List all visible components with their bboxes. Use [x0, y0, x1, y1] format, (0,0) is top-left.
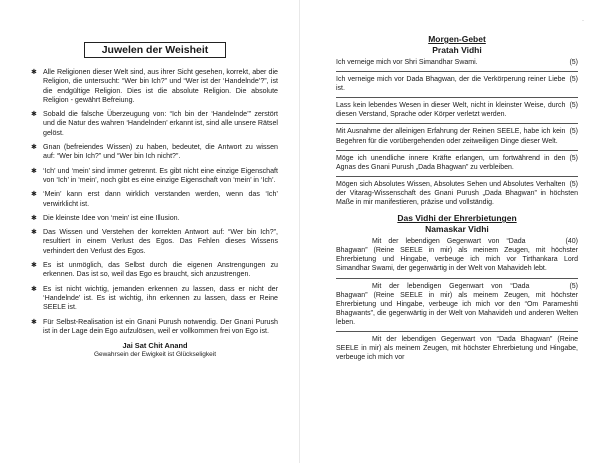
list-item: ✱ ‘Mein’ kann erst dann wirklich verstanden werden, wenn das ‘Ich’ verwirklicht ist. — [31, 190, 278, 208]
prayer-item: (5) Möge ich unendliche innere Kräfte erlangen, um fortwährend in den Agnas des Gnani Purush „Dada Bhagwan” zu verbleiben. — [336, 154, 578, 171]
list-item: ✱ ‘Ich’ und ‘mein’ sind immer getrennt. Es gibt nicht eine einzige Eigenschaft von ‘Ich’ in ‘mein’, noch gibt es eine einzige Eigenschaft von ‘mein’ in ‘Ich’. — [31, 166, 278, 184]
namaskar-item: (5) Mit der lebendigen Gegenwart von “Dada Bhagwan” (Reine SEELE in mir) als meinem Zeugen, mit höchster Ehrerbietung und Hingabe, verbeuge ich mich vor den “Om Parameshti Bhagwants”, die gegenwärtig in der Welt von Mahavideh und anderen Welten leben. — [336, 282, 578, 326]
star-bullet-icon: ✱ — [31, 318, 37, 326]
signature: Jai Sat Chit Anand — [122, 341, 188, 351]
list-item: ✱ Das Wissen und Verstehen der korrekten Antwort auf: “Wer bin Ich?”, resultiert in einem Verlust des Egos. Das Fehlen dieses Wissens verhindert den Verlust des Egos. — [31, 228, 278, 255]
star-bullet-icon: ✱ — [31, 214, 37, 222]
prayer-item: (5) Mögen sich Absolutes Wissen, Absolutes Sehen und Absolutes Verhalten der Vitarag-Wissenschaft des Gnani Purush „Dada Bhagwan” in höchsten Maße in mir manifestieren, präzise und vollständig. — [336, 180, 578, 207]
list-item: ✱ Es ist unmöglich, das Selbst durch die eigenen Anstrengungen zu erkennen. Das ist so, weil das Ego es braucht, sich anzustrengen. — [31, 261, 278, 279]
right-page — [300, 0, 600, 463]
prayer-item: (5) Mit Ausnahme der alleinigen Erfahrung der Reinen SEELE, habe ich kein Begehren für die vorübergehenden oder zeitweiligen Dinge dieser Welt. — [336, 128, 578, 145]
star-bullet-icon: ✱ — [31, 191, 37, 199]
bullet-list — [32, 68, 278, 336]
star-bullet-icon: ✱ — [31, 111, 37, 119]
page-title: Juwelen der Weisheit — [84, 42, 226, 58]
star-bullet-icon: ✱ — [31, 167, 37, 175]
namaskar-item: (40) Mit der lebendigen Gegenwart von “Dada Bhagwan” (Reine SEELE in mir) als meinem Zeugen, mit höchster Ehrerbietung und Hingabe, verbeuge ich mich vor Tirthankara Lord Simandhar Swami, der gegenwärtig in der Welt von Mahavideh lebt. — [336, 238, 578, 273]
star-bullet-icon: ✱ — [31, 144, 37, 152]
list-item: ✱ Für Selbst-Realisation ist ein Gnani Purush notwendig. Der Gnani Purush ist in der Lage dein Ego aufzulösen, weil er vollkommen frei von Ego ist. — [31, 317, 278, 335]
divider — [336, 176, 578, 177]
star-bullet-icon: ✱ — [31, 229, 37, 237]
divider — [336, 278, 578, 279]
signature-subtitle: Gewahrsein der Ewigkeit ist Glückseligkeit — [93, 351, 217, 359]
divider — [336, 123, 578, 124]
divider — [336, 331, 578, 332]
divider — [336, 71, 578, 72]
list-item: ✱ Es ist nicht wichtig, jemanden erkennen zu lassen, dass er nicht der ‘Handelnde’ ist. Es ist wichtig, ihn erkennen zu lassen, dass er Reine SEELE ist. — [31, 284, 278, 312]
corner-mark: · — [582, 18, 584, 24]
prayer-item: (5) Ich verneige mich vor Dada Bhagwan, der die Verkörperung reiner Liebe ist. — [336, 76, 578, 93]
star-bullet-icon: ✱ — [31, 69, 37, 76]
star-bullet-icon: ✱ — [31, 285, 37, 293]
list-item: ✱ Alle Religionen dieser Welt sind, aus ihrer Sicht gesehen, korrekt, aber die Religion, die untersucht: “Wer bin Ich?” und “Wer ist der ‘Handelnde’?”, ist die endgültige Religion. Dies ist die absolute Religion. Die absolute Religion - gewährt Befreiung. — [31, 68, 278, 104]
list-item: ✱ Sobald die falsche Überzeugung von: “Ich bin der ‘Handelnde’” zerstört und die Natur des wahren ‘Handelnden’ erkannt ist, sind alle unsere Rätsel gelöst. — [31, 110, 278, 137]
section-subtitle-namaskar: Namaskar Vidhi — [425, 223, 489, 234]
namaskar-item: Mit der lebendigen Gegenwart von “Dada Bhagwan” (Reine SEELE in mir) als meinem Zeugen, mit höchster Ehrerbietung und Hingabe, verbeuge ich mich vor — [336, 335, 578, 362]
star-bullet-icon: ✱ — [31, 262, 37, 270]
section-title-vidhi: Das Vidhi der Ehrerbietungen — [397, 213, 517, 224]
list-item: ✱ Gnan (befreiendes Wissen) zu haben, bedeutet, die Antwort zu wissen auf: “Wer bin Ich?” und “Wer bin Ich nicht?”. — [31, 143, 278, 161]
divider — [336, 97, 578, 98]
section-title-morgen: Morgen-Gebet — [428, 34, 486, 44]
prayer-item: (5) Lass kein lebendes Wesen in dieser Welt, nicht in kleinster Weise, durch diesen Verstand, Sprache oder Körper verletzt werden. — [336, 102, 578, 119]
divider — [336, 150, 578, 151]
list-item: ✱ Die kleinste Idee von ‘mein’ ist eine Illusion. — [31, 213, 180, 222]
section-subtitle-pratah: Pratah Vidhi — [432, 44, 482, 55]
prayer-item: (5) Ich verneige mich vor Shri Simandhar Swami. — [336, 59, 578, 66]
